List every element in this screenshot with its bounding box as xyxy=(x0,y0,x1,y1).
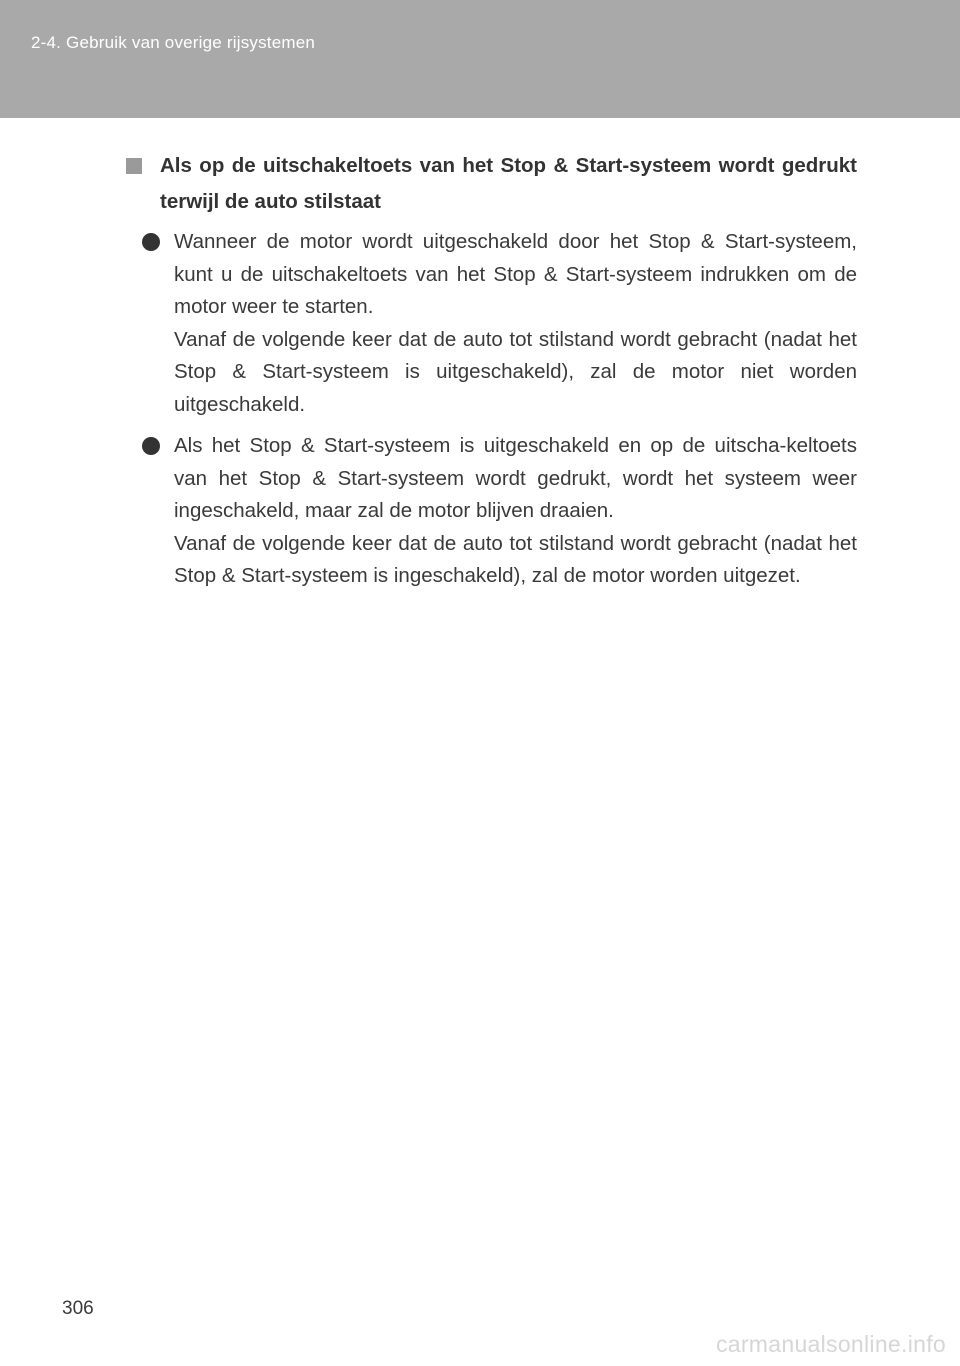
section-heading-text: Als op de uitschakeltoets van het Stop & Start-systeem wordt gedrukt terwijl de auto stilstaat xyxy=(160,154,857,213)
list-item-paragraph: Wanneer de motor wordt uitgeschakeld door het Stop & Start-systeem, kunt u de uitschakeltoets van het Stop & Start-systeem indrukken om de motor weer te starten. xyxy=(174,230,857,318)
list-item xyxy=(124,226,857,421)
list-item-paragraph: Vanaf de volgende keer dat de auto tot stilstand wordt gebracht (nadat het Stop & Start-systeem is uitgeschakeld), zal de motor niet worden uitgeschakeld. xyxy=(174,327,857,416)
list-item-paragraph: Als het Stop & Start-systeem is uitgeschakeld en op de uitscha-keltoets van het Stop & Start-systeem wordt gedrukt, wordt het systeem weer ingeschakeld, maar zal de motor blijven draaien. xyxy=(174,434,857,522)
square-bullet-icon xyxy=(126,158,142,174)
round-bullet-icon xyxy=(142,437,160,455)
bullet-list xyxy=(124,226,857,593)
round-bullet-icon xyxy=(142,233,160,251)
section-title: 2-4. Gebruik van overige rijsystemen xyxy=(31,33,316,52)
list-item-paragraph: Vanaf de volgende keer dat de auto tot stilstand wordt gebracht (nadat het Stop & Start-systeem is ingeschakeld), zal de motor worden uitgezet. xyxy=(174,531,857,587)
page-number: 306 xyxy=(62,1298,94,1319)
section-heading xyxy=(124,148,857,220)
list-item xyxy=(124,430,857,593)
page-content xyxy=(124,148,857,602)
watermark: carmanualsonline.info xyxy=(715,1331,946,1357)
page-header xyxy=(0,0,960,118)
